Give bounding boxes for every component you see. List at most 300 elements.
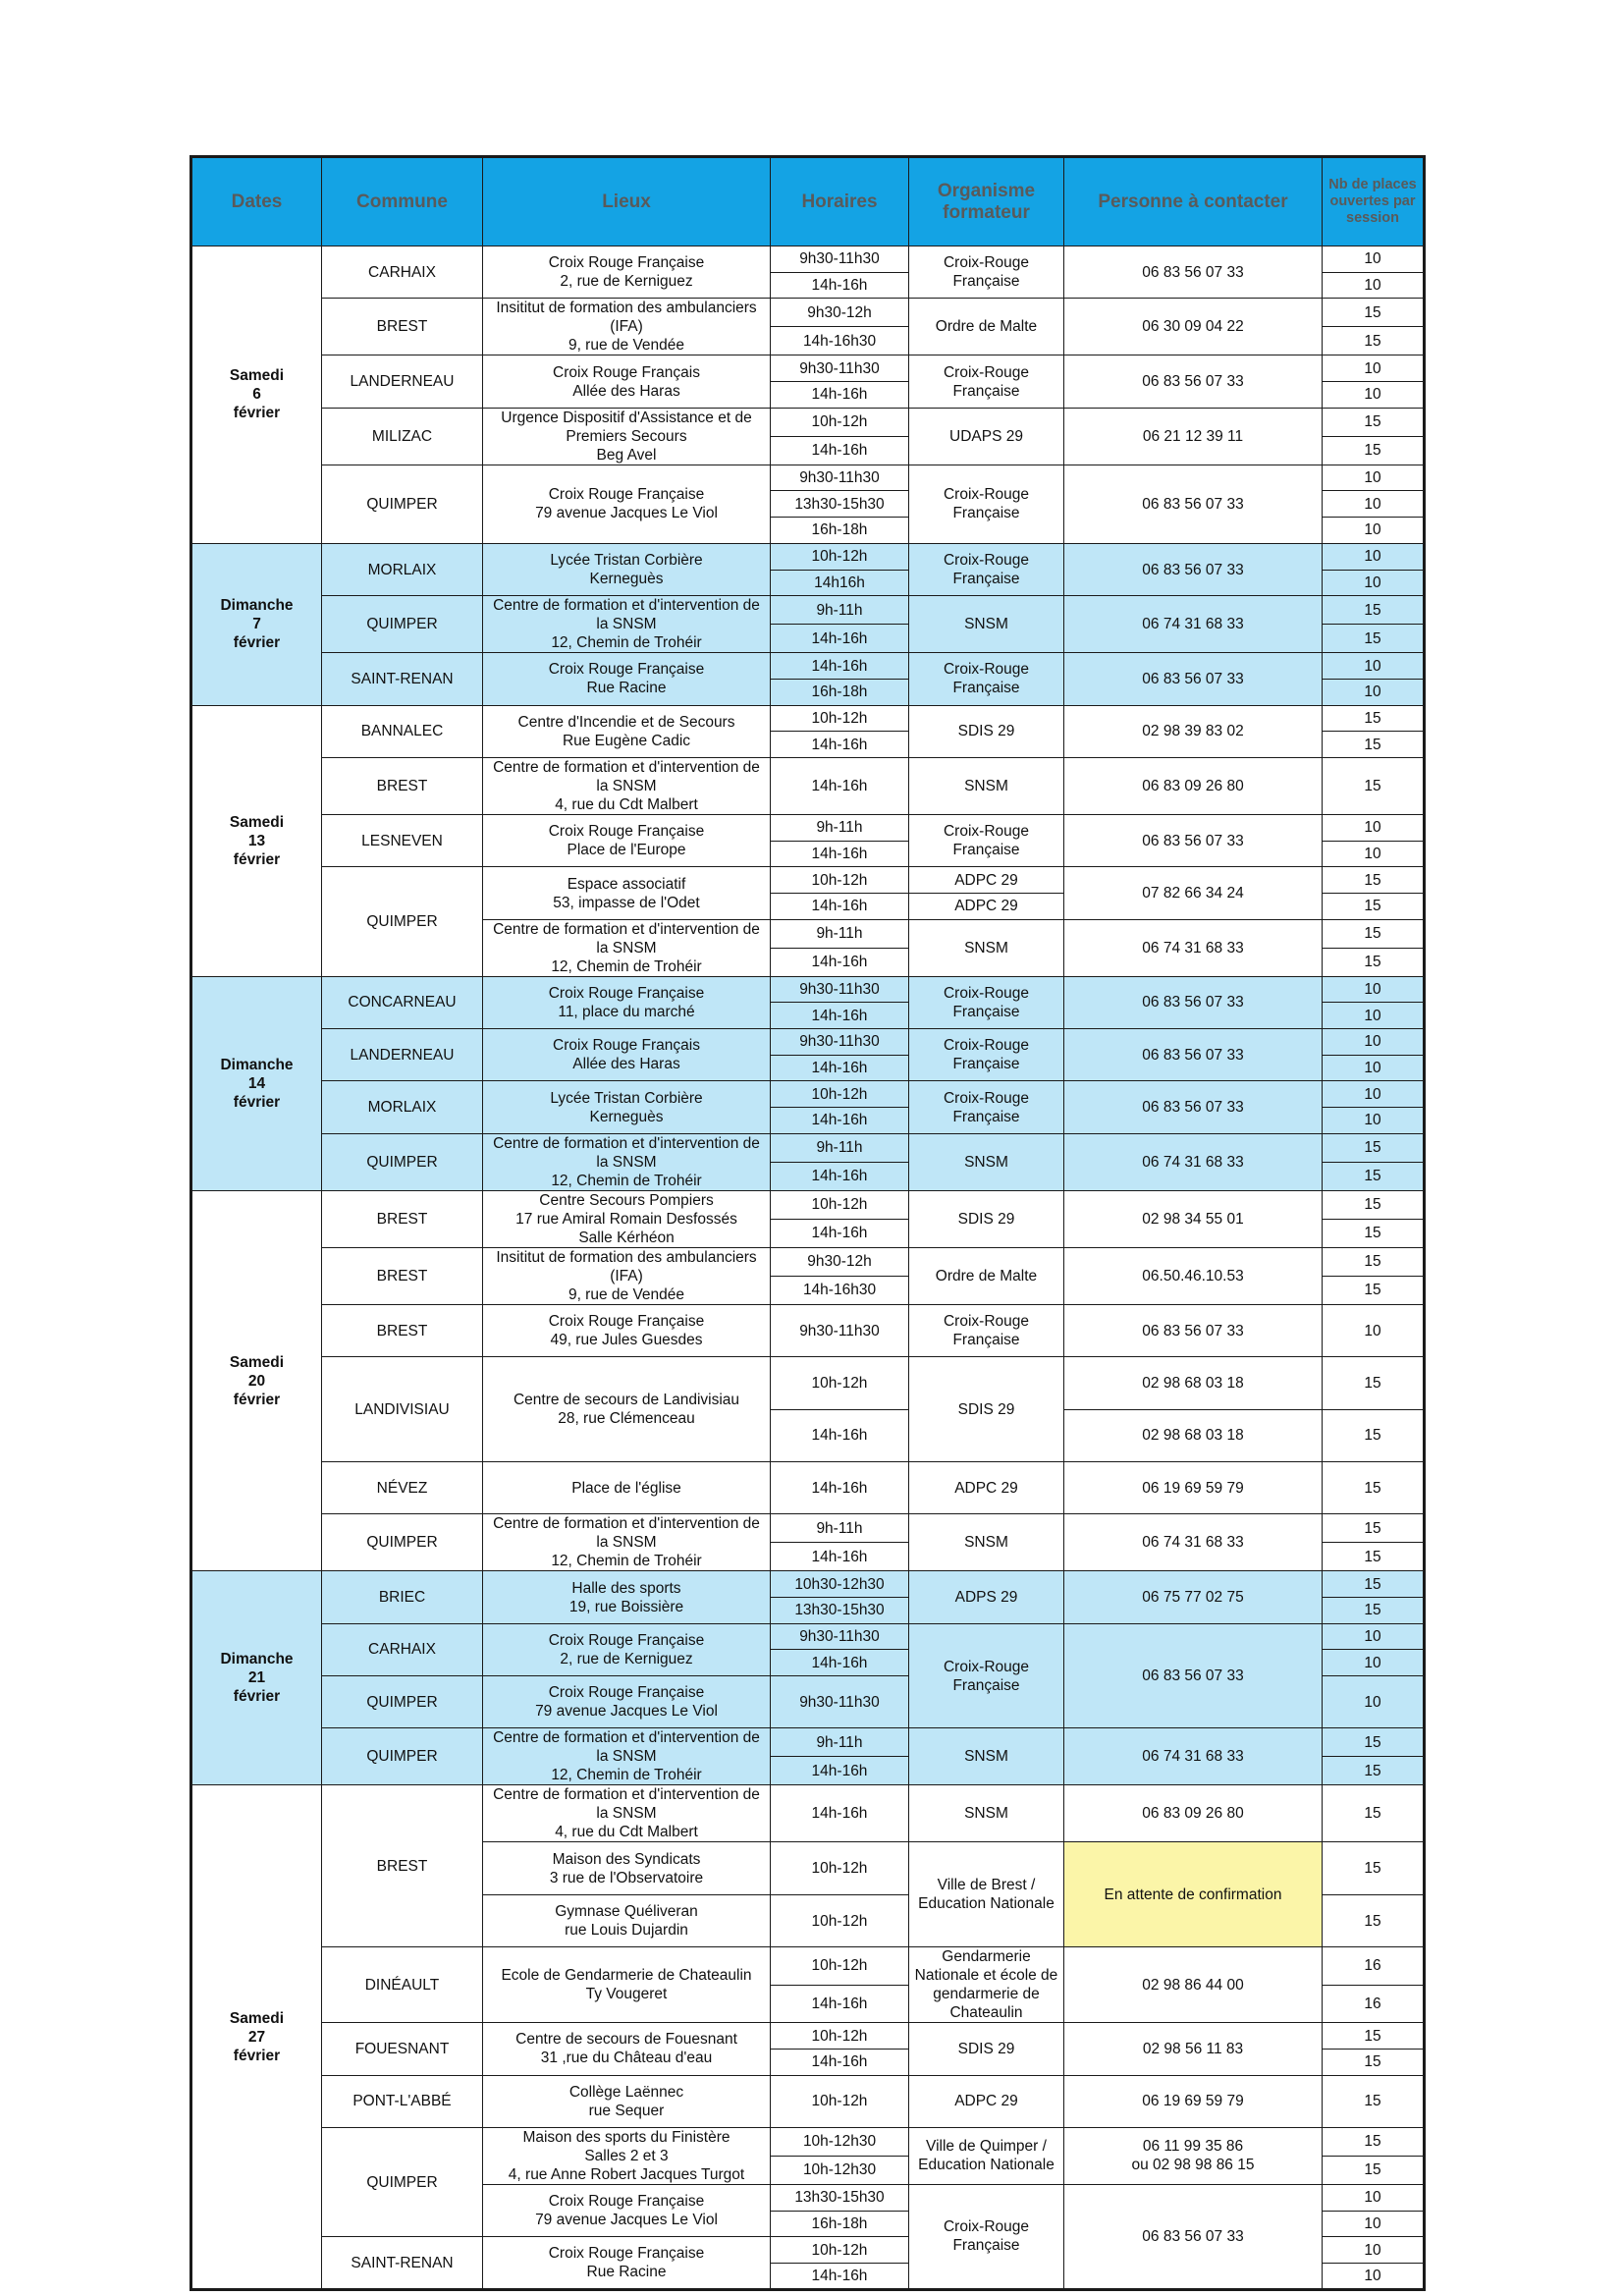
places-cell: 10 — [1323, 1676, 1425, 1728]
contact-cell: 02 98 56 11 83 — [1064, 2023, 1323, 2075]
table-row — [191, 1190, 1425, 1219]
lieu-cell: Croix Rouge Française 2, rue de Kerniguez — [483, 1623, 771, 1675]
places-cell: 15 — [1323, 1842, 1425, 1894]
places-cell: 15 — [1323, 1894, 1425, 1946]
header-commune: Commune — [322, 157, 483, 246]
commune-cell: BREST — [322, 757, 483, 814]
horaire-cell: 9h30-11h30 — [771, 355, 909, 382]
horaire-cell: 14h-16h — [771, 1757, 909, 1785]
lieu-cell: Ecole de Gendarmerie de Chateaulin Ty Vougeret — [483, 1947, 771, 2023]
header-contact: Personne à contacter — [1064, 157, 1323, 246]
lieu-cell: Lycée Tristan Corbière Kerneguès — [483, 543, 771, 595]
commune-cell: CARHAIX — [322, 246, 483, 299]
places-cell: 15 — [1323, 867, 1425, 894]
horaire-cell: 10h-12h — [771, 2237, 909, 2264]
header-horaires: Horaires — [771, 157, 909, 246]
organisme-cell: Croix-Rouge Française — [909, 1029, 1064, 1081]
places-cell: 10 — [1323, 1304, 1425, 1356]
horaire-cell: 9h30-11h30 — [771, 1623, 909, 1650]
table-row — [191, 1461, 1425, 1488]
contact-cell: 06 74 31 68 33 — [1064, 1133, 1323, 1190]
horaire-cell: 14h-16h — [771, 2264, 909, 2290]
table-row — [191, 299, 1425, 327]
organisme-cell: ADPS 29 — [909, 1571, 1064, 1623]
contact-cell: 06 19 69 59 79 — [1064, 2075, 1323, 2127]
places-cell: 15 — [1323, 1514, 1425, 1543]
contact-cell: 06 74 31 68 33 — [1064, 596, 1323, 653]
horaire-cell: 14h-16h — [771, 436, 909, 465]
horaire-cell: 9h30-11h30 — [771, 1304, 909, 1356]
horaire-cell: 13h30-15h30 — [771, 491, 909, 518]
organisme-cell: Croix-Rouge Française — [909, 543, 1064, 595]
organisme-cell: SDIS 29 — [909, 705, 1064, 757]
horaire-cell: 14h-16h — [771, 1055, 909, 1081]
date-cell: Dimanche 7 février — [191, 543, 322, 705]
horaire-cell: 10h-12h — [771, 1842, 909, 1894]
lieu-cell: Centre de secours de Landivisiau 28, rue Clémenceau — [483, 1357, 771, 1462]
lieu-cell: Centre de formation et d'intervention de la SNSM 12, Chemin de Trohéir — [483, 1133, 771, 1190]
date-cell: Samedi 27 février — [191, 1785, 322, 2289]
organisme-cell: Ordre de Malte — [909, 1247, 1064, 1304]
places-cell: 15 — [1323, 299, 1425, 327]
horaire-cell: 10h-12h30 — [771, 2156, 909, 2184]
horaire-cell: 10h-12h — [771, 1081, 909, 1108]
commune-cell: QUIMPER — [322, 1728, 483, 1785]
table-row — [191, 1571, 1425, 1598]
places-cell: 10 — [1323, 814, 1425, 841]
horaire-cell: 14h-16h — [771, 732, 909, 758]
table-row — [191, 653, 1425, 680]
places-cell: 15 — [1323, 1190, 1425, 1219]
contact-cell: 02 98 68 03 18 — [1064, 1409, 1323, 1461]
organisme-cell: Ordre de Malte — [909, 299, 1064, 355]
places-cell: 15 — [1323, 408, 1425, 436]
horaire-cell: 9h-11h — [771, 1133, 909, 1162]
horaire-cell: 13h30-15h30 — [771, 2184, 909, 2211]
horaire-cell: 10h-12h30 — [771, 2127, 909, 2156]
table-row — [191, 814, 1425, 841]
lieu-cell: Insititut de formation des ambulanciers (IFA) 9, rue de Vendée — [483, 1247, 771, 1304]
places-cell: 15 — [1323, 2075, 1425, 2127]
lieu-cell: Centre Secours Pompiers 17 rue Amiral Romain Desfossés Salle Kérhéon — [483, 1190, 771, 1247]
places-cell: 15 — [1323, 1247, 1425, 1276]
organisme-cell: Croix-Rouge Française — [909, 246, 1064, 299]
organisme-cell: SNSM — [909, 1728, 1064, 1785]
contact-cell: 06 74 31 68 33 — [1064, 1728, 1323, 1785]
horaire-cell: 14h-16h — [771, 382, 909, 409]
places-cell: 15 — [1323, 732, 1425, 758]
horaire-cell: 14h16h — [771, 570, 909, 596]
places-cell: 15 — [1323, 2023, 1425, 2050]
organisme-cell: Croix-Rouge Française — [909, 976, 1064, 1028]
commune-cell: LANDERNEAU — [322, 1029, 483, 1081]
horaire-cell: 14h-16h — [771, 272, 909, 299]
lieu-cell: Croix Rouge Française 49, rue Jules Guesdes — [483, 1304, 771, 1356]
contact-cell: 06 75 77 02 75 — [1064, 1571, 1323, 1623]
lieu-cell: Centre de secours de Fouesnant 31 ,rue du Château d'eau — [483, 2023, 771, 2075]
places-cell: 15 — [1323, 2156, 1425, 2184]
table-row — [191, 408, 1425, 436]
contact-cell: 06 83 56 07 33 — [1064, 1623, 1323, 1728]
contact-cell: 02 98 68 03 18 — [1064, 1357, 1323, 1409]
horaire-cell: 14h-16h — [771, 1162, 909, 1190]
places-cell: 10 — [1323, 543, 1425, 570]
places-cell: 15 — [1323, 596, 1425, 625]
lieu-cell: Centre de formation et d'intervention de la SNSM 12, Chemin de Trohéir — [483, 1514, 771, 1571]
contact-cell: 06 83 56 07 33 — [1064, 1081, 1323, 1133]
commune-cell: LANDERNEAU — [322, 355, 483, 408]
commune-cell: SAINT-RENAN — [322, 2237, 483, 2289]
lieu-cell: Insititut de formation des ambulanciers (IFA) 9, rue de Vendée — [483, 299, 771, 355]
horaire-cell: 14h-16h — [771, 1108, 909, 1134]
horaire-cell: 9h30-11h30 — [771, 976, 909, 1003]
horaire-cell: 10h30-12h30 — [771, 1571, 909, 1598]
lieu-cell: Croix Rouge Française 11, place du marché — [483, 976, 771, 1028]
lieu-cell: Croix Rouge Française 79 avenue Jacques Le Viol — [483, 2184, 771, 2236]
contact-cell: 06 83 56 07 33 — [1064, 465, 1323, 543]
commune-cell: NÉVEZ — [322, 1461, 483, 1513]
lieu-cell: Croix Rouge Française Rue Racine — [483, 653, 771, 705]
lieu-cell: Croix Rouge Français Allée des Haras — [483, 1029, 771, 1081]
horaire-cell: 14h-16h — [771, 1785, 909, 1842]
places-cell: 15 — [1323, 1728, 1425, 1757]
table-row — [191, 355, 1425, 382]
header-lieux: Lieux — [483, 157, 771, 246]
places-cell: 10 — [1323, 2264, 1425, 2290]
horaire-cell: 9h-11h — [771, 1514, 909, 1543]
horaire-cell: 14h-16h — [771, 1003, 909, 1029]
header-dates: Dates — [191, 157, 322, 246]
organisme-cell: ADPC 29 — [909, 867, 1064, 894]
organisme-cell: Croix-Rouge Française — [909, 465, 1064, 543]
commune-cell: QUIMPER — [322, 867, 483, 976]
schedule-table — [189, 155, 1426, 2291]
contact-cell: 06 83 56 07 33 — [1064, 976, 1323, 1028]
horaire-cell: 14h-16h — [771, 625, 909, 653]
lieu-cell: Croix Rouge Française 79 avenue Jacques Le Viol — [483, 465, 771, 543]
places-cell: 15 — [1323, 1757, 1425, 1785]
lieu-cell: Halle des sports 19, rue Boissière — [483, 1571, 771, 1623]
horaire-cell: 14h-16h — [771, 2049, 909, 2075]
places-cell: 15 — [1323, 436, 1425, 465]
places-cell: 15 — [1323, 2127, 1425, 2156]
lieu-cell: Croix Rouge Française 2, rue de Kerniguez — [483, 246, 771, 299]
contact-cell: 06 83 56 07 33 — [1064, 814, 1323, 866]
places-cell: 10 — [1323, 1003, 1425, 1029]
places-cell: 10 — [1323, 653, 1425, 680]
table-row — [191, 2023, 1425, 2050]
lieu-cell: Place de l'église — [483, 1461, 771, 1513]
horaire-cell: 10h-12h — [771, 867, 909, 894]
contact-cell: 06 83 56 07 33 — [1064, 543, 1323, 595]
table-row — [191, 2075, 1425, 2102]
contact-cell: 06 83 56 07 33 — [1064, 355, 1323, 408]
places-cell: 10 — [1323, 841, 1425, 867]
horaire-cell: 13h30-15h30 — [771, 1598, 909, 1624]
contact-cell: 06 83 09 26 80 — [1064, 757, 1323, 814]
horaire-cell: 14h-16h — [771, 1650, 909, 1676]
contact-cell: 06 30 09 04 22 — [1064, 299, 1323, 355]
organisme-cell: Croix-Rouge Française — [909, 653, 1064, 705]
table-row — [191, 976, 1425, 1003]
places-cell: 15 — [1323, 705, 1425, 732]
organisme-cell: Ville de Brest / Education Nationale — [909, 1842, 1064, 1947]
lieu-cell: Maison des sports du Finistère Salles 2 et 3 4, rue Anne Robert Jacques Turgot — [483, 2127, 771, 2184]
organisme-cell: Croix-Rouge Française — [909, 1081, 1064, 1133]
horaire-cell: 14h-16h — [771, 1461, 909, 1513]
table-row — [191, 1947, 1425, 1986]
horaire-cell: 10h-12h — [771, 2023, 909, 2050]
horaire-cell: 10h-12h — [771, 543, 909, 570]
commune-cell: CARHAIX — [322, 1623, 483, 1675]
contact-cell: 06 83 09 26 80 — [1064, 1785, 1323, 1842]
horaire-cell: 16h-18h — [771, 2211, 909, 2237]
organisme-cell: Gendarmerie Nationale et école de gendarmerie de Chateaulin — [909, 1947, 1064, 2023]
lieu-cell: Centre de formation et d'intervention de la SNSM 12, Chemin de Trohéir — [483, 919, 771, 976]
places-cell: 10 — [1323, 465, 1425, 491]
commune-cell: SAINT-RENAN — [322, 653, 483, 705]
places-cell: 10 — [1323, 2211, 1425, 2237]
commune-cell: BREST — [322, 1247, 483, 1304]
commune-cell: BANNALEC — [322, 705, 483, 757]
table-row — [191, 596, 1425, 625]
places-cell: 10 — [1323, 1650, 1425, 1676]
table-row — [191, 1623, 1425, 1650]
commune-cell: BREST — [322, 1785, 483, 1947]
commune-cell: MORLAIX — [322, 1081, 483, 1133]
organisme-cell: Croix-Rouge Française — [909, 1304, 1064, 1356]
places-cell: 10 — [1323, 2237, 1425, 2264]
table-row — [191, 2127, 1425, 2156]
date-cell: Dimanche 14 février — [191, 976, 322, 1190]
contact-cell: 06 21 12 39 11 — [1064, 408, 1323, 465]
contact-cell: En attente de confirmation — [1064, 1842, 1323, 1947]
table-row — [191, 1133, 1425, 1162]
table-row — [191, 1357, 1425, 1384]
places-cell: 15 — [1323, 1162, 1425, 1190]
places-cell: 10 — [1323, 246, 1425, 273]
lieu-cell: Croix Rouge Française Place de l'Europe — [483, 814, 771, 866]
horaire-cell: 10h-12h — [771, 1190, 909, 1219]
places-cell: 10 — [1323, 976, 1425, 1003]
horaire-cell: 9h-11h — [771, 814, 909, 841]
table-row — [191, 1514, 1425, 1543]
commune-cell: QUIMPER — [322, 2127, 483, 2236]
organisme-cell: Croix-Rouge Française — [909, 1623, 1064, 1728]
table-row — [191, 705, 1425, 732]
table-row — [191, 757, 1425, 786]
table-row — [191, 1785, 1425, 1814]
organisme-cell: SDIS 29 — [909, 2023, 1064, 2075]
lieu-cell: Gymnase Quéliveran rue Louis Dujardin — [483, 1894, 771, 1946]
contact-cell: 06 83 56 07 33 — [1064, 246, 1323, 299]
places-cell: 10 — [1323, 1623, 1425, 1650]
contact-cell: 07 82 66 34 24 — [1064, 867, 1323, 919]
places-cell: 15 — [1323, 2049, 1425, 2075]
contact-cell: 06 11 99 35 86 ou 02 98 98 86 15 — [1064, 2127, 1323, 2184]
commune-cell: BREST — [322, 299, 483, 355]
contact-cell: 06 83 56 07 33 — [1064, 1029, 1323, 1081]
places-cell: 10 — [1323, 491, 1425, 518]
places-cell: 15 — [1323, 919, 1425, 948]
commune-cell: QUIMPER — [322, 596, 483, 653]
horaire-cell: 9h30-11h30 — [771, 465, 909, 491]
date-cell: Dimanche 21 février — [191, 1571, 322, 1785]
lieu-cell: Centre de formation et d'intervention de la SNSM 4, rue du Cdt Malbert — [483, 1785, 771, 1842]
commune-cell: LESNEVEN — [322, 814, 483, 866]
places-cell: 15 — [1323, 327, 1425, 355]
places-cell: 15 — [1323, 1571, 1425, 1598]
horaire-cell: 9h30-11h30 — [771, 1029, 909, 1056]
places-cell: 15 — [1323, 1219, 1425, 1247]
lieu-cell: Centre de formation et d'intervention de la SNSM 4, rue du Cdt Malbert — [483, 757, 771, 814]
horaire-cell: 14h-16h — [771, 841, 909, 867]
commune-cell: BREST — [322, 1304, 483, 1356]
horaire-cell: 9h30-12h — [771, 299, 909, 327]
lieu-cell: Centre d'Incendie et de Secours Rue Eugène Cadic — [483, 705, 771, 757]
date-cell: Samedi 13 février — [191, 705, 322, 976]
organisme-cell: SNSM — [909, 757, 1064, 814]
table-row — [191, 1029, 1425, 1056]
commune-cell: QUIMPER — [322, 1133, 483, 1190]
horaire-cell: 9h30-11h30 — [771, 1676, 909, 1728]
places-cell: 15 — [1323, 1357, 1425, 1409]
places-cell: 10 — [1323, 1081, 1425, 1108]
contact-cell: 02 98 34 55 01 — [1064, 1190, 1323, 1247]
places-cell: 16 — [1323, 1947, 1425, 1986]
places-cell: 10 — [1323, 1108, 1425, 1134]
lieu-cell: Centre de formation et d'intervention de la SNSM 12, Chemin de Trohéir — [483, 1728, 771, 1785]
header-row — [191, 157, 1425, 246]
horaire-cell: 9h-11h — [771, 919, 909, 948]
places-cell: 10 — [1323, 355, 1425, 382]
places-cell: 15 — [1323, 757, 1425, 814]
contact-cell: 06 74 31 68 33 — [1064, 1514, 1323, 1571]
places-cell: 10 — [1323, 382, 1425, 409]
horaire-cell: 9h30-12h — [771, 1247, 909, 1276]
places-cell: 10 — [1323, 1029, 1425, 1056]
places-cell: 10 — [1323, 2184, 1425, 2211]
horaire-cell: 14h-16h — [771, 1409, 909, 1461]
contact-cell: 06 83 56 07 33 — [1064, 1304, 1323, 1356]
horaire-cell: 14h-16h30 — [771, 327, 909, 355]
places-cell: 10 — [1323, 570, 1425, 596]
horaire-cell: 14h-16h — [771, 653, 909, 680]
places-cell: 15 — [1323, 1543, 1425, 1571]
table-row — [191, 1247, 1425, 1276]
contact-cell: 06 19 69 59 79 — [1064, 1461, 1323, 1513]
places-cell: 15 — [1323, 1461, 1425, 1513]
lieu-cell: Centre de formation et d'intervention de la SNSM 12, Chemin de Trohéir — [483, 596, 771, 653]
places-cell: 15 — [1323, 948, 1425, 976]
places-cell: 15 — [1323, 894, 1425, 920]
places-cell: 10 — [1323, 679, 1425, 705]
organisme-cell: Croix-Rouge Française — [909, 814, 1064, 866]
horaire-cell: 9h-11h — [771, 596, 909, 625]
date-cell: Samedi 6 février — [191, 246, 322, 544]
horaire-cell: 9h-11h — [771, 1728, 909, 1757]
table-row — [191, 246, 1425, 273]
organisme-cell: SDIS 29 — [909, 1190, 1064, 1247]
contact-cell: 06 83 56 07 33 — [1064, 2184, 1323, 2289]
lieu-cell: Lycée Tristan Corbière Kerneguès — [483, 1081, 771, 1133]
places-cell: 15 — [1323, 1409, 1425, 1461]
horaire-cell: 14h-16h30 — [771, 1276, 909, 1304]
lieu-cell: Croix Rouge Français Allée des Haras — [483, 355, 771, 408]
organisme-cell: ADPC 29 — [909, 2075, 1064, 2127]
commune-cell: LANDIVISIAU — [322, 1357, 483, 1462]
organisme-cell: SNSM — [909, 1133, 1064, 1190]
table-row — [191, 1081, 1425, 1108]
horaire-cell: 10h-12h — [771, 2075, 909, 2127]
commune-cell: QUIMPER — [322, 465, 483, 543]
header-organisme: Organisme formateur — [909, 157, 1064, 246]
horaire-cell: 10h-12h — [771, 1947, 909, 1986]
commune-cell: FOUESNANT — [322, 2023, 483, 2075]
header-places: Nb de places ouvertes par session — [1323, 157, 1425, 246]
contact-cell: 02 98 39 83 02 — [1064, 705, 1323, 757]
contact-cell: 06.50.46.10.53 — [1064, 1247, 1323, 1304]
places-cell: 15 — [1323, 1276, 1425, 1304]
commune-cell: DINÉAULT — [322, 1947, 483, 2023]
table-row — [191, 1304, 1425, 1331]
organisme-cell: ADPC 29 — [909, 894, 1064, 920]
contact-cell: 02 98 86 44 00 — [1064, 1947, 1323, 2023]
places-cell: 10 — [1323, 518, 1425, 544]
organisme-cell: Ville de Quimper / Education Nationale — [909, 2127, 1064, 2184]
organisme-cell: ADPC 29 — [909, 1461, 1064, 1513]
organisme-cell: UDAPS 29 — [909, 408, 1064, 465]
horaire-cell: 10h-12h — [771, 408, 909, 436]
places-cell: 10 — [1323, 272, 1425, 299]
contact-cell: 06 83 56 07 33 — [1064, 653, 1323, 705]
commune-cell: MORLAIX — [322, 543, 483, 595]
table-row — [191, 465, 1425, 491]
places-cell: 16 — [1323, 1985, 1425, 2023]
places-cell: 10 — [1323, 1055, 1425, 1081]
date-cell: Samedi 20 février — [191, 1190, 322, 1571]
organisme-cell: SNSM — [909, 1514, 1064, 1571]
horaire-cell: 14h-16h — [771, 1985, 909, 2023]
lieu-cell: Espace associatif 53, impasse de l'Odet — [483, 867, 771, 919]
commune-cell: QUIMPER — [322, 1514, 483, 1571]
organisme-cell: SDIS 29 — [909, 1357, 1064, 1462]
organisme-cell: SNSM — [909, 1785, 1064, 1842]
horaire-cell: 9h30-11h30 — [771, 246, 909, 273]
commune-cell: MILIZAC — [322, 408, 483, 465]
commune-cell: BRIEC — [322, 1571, 483, 1623]
organisme-cell: SNSM — [909, 596, 1064, 653]
table-row — [191, 1728, 1425, 1757]
organisme-cell: Croix-Rouge Française — [909, 355, 1064, 408]
lieu-cell: Croix Rouge Française Rue Racine — [483, 2237, 771, 2289]
lieu-cell: Maison des Syndicats 3 rue de l'Observatoire — [483, 1842, 771, 1894]
horaire-cell: 14h-16h — [771, 948, 909, 976]
commune-cell: QUIMPER — [322, 1676, 483, 1728]
horaire-cell: 14h-16h — [771, 1219, 909, 1247]
places-cell: 15 — [1323, 625, 1425, 653]
horaire-cell: 14h-16h — [771, 757, 909, 814]
commune-cell: CONCARNEAU — [322, 976, 483, 1028]
table-row — [191, 867, 1425, 894]
lieu-cell: Urgence Dispositif d'Assistance et de Premiers Secours Beg Avel — [483, 408, 771, 465]
horaire-cell: 10h-12h — [771, 705, 909, 732]
places-cell: 15 — [1323, 1133, 1425, 1162]
organisme-cell: SNSM — [909, 919, 1064, 976]
lieu-cell: Croix Rouge Française 79 avenue Jacques Le Viol — [483, 1676, 771, 1728]
lieu-cell: Collège Laënnec rue Sequer — [483, 2075, 771, 2127]
horaire-cell: 14h-16h — [771, 1543, 909, 1571]
